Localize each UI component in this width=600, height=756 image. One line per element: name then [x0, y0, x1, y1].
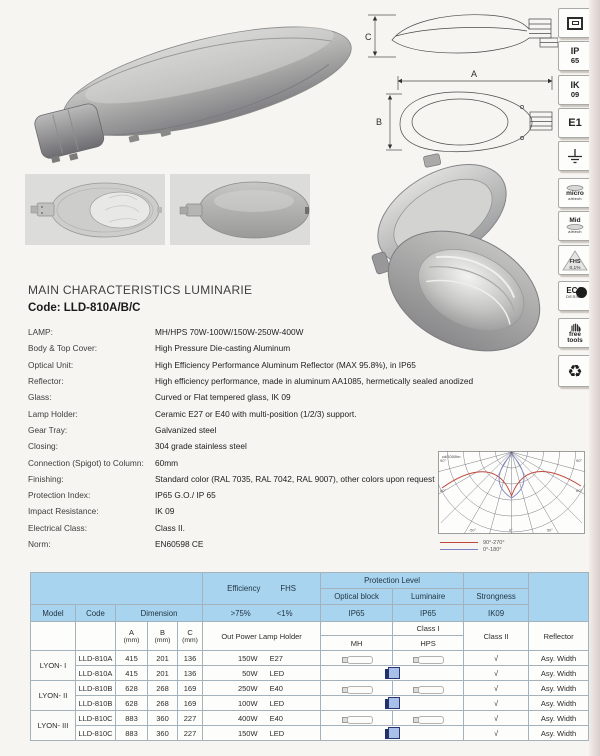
header-class-ii: Class II [464, 622, 529, 651]
spec-value: Galvanized steel [155, 424, 217, 435]
header-ip65-luminaire: IP65 [393, 605, 464, 622]
spec-value: IK 09 [155, 506, 175, 517]
header-ik09: IK09 [464, 605, 529, 622]
section-heading: MAIN CHARACTERISTICS LUMINARIE [28, 283, 253, 297]
table-row [31, 681, 589, 696]
cell-reflector: Asy. Width [529, 651, 589, 666]
red-line-icon [440, 542, 478, 544]
tube-lamp-icon [342, 685, 372, 692]
cell-dim-c: 136 [178, 651, 203, 666]
cell-dim-a: 883 [116, 726, 148, 741]
header-efficiency-fhs: Efficiency FHS [203, 573, 321, 605]
angle-label: 50° [547, 528, 553, 533]
cell-hps-lamp [393, 711, 464, 726]
spec-value: IP65 G.O./ IP 65 [155, 490, 216, 501]
unit-label: cd/1000lm [442, 454, 461, 459]
model-spacer-cell [31, 622, 76, 651]
spec-label: Finishing: [28, 473, 64, 484]
cell-dim-b: 268 [148, 696, 178, 711]
photometric-legend [440, 539, 505, 553]
cell-dim-b: 201 [148, 651, 178, 666]
spec-row [28, 357, 568, 373]
legend-item [440, 546, 505, 553]
cell-class-ii-check: √ [464, 711, 529, 726]
spec-row [28, 324, 568, 340]
cell-power-holder: 250W E40 [203, 681, 321, 696]
cell-power-holder: 50W LED [203, 666, 321, 681]
tube-lamp-icon [342, 715, 372, 722]
angle-label: 0° [509, 528, 513, 533]
spec-value: High Pressure Die-casting Aluminum [155, 343, 291, 354]
spec-value: 304 grade stainless steel [155, 441, 247, 452]
header-dim-b: B (mm) [148, 622, 178, 651]
fhs-icon [558, 245, 592, 275]
header-efficiency-values: >75% <1% [203, 605, 321, 622]
header-reflector-spacer [529, 573, 589, 622]
tube-lamp-icon [342, 655, 372, 662]
header-ip65-optical: IP65 [321, 605, 393, 622]
svg-text:0,1%: 0,1% [569, 265, 581, 271]
cell-class-ii-check: √ [464, 726, 529, 741]
header-mh: MH [321, 636, 393, 651]
cell-dim-a: 415 [116, 651, 148, 666]
cell-led-lamp [321, 666, 464, 681]
header-hps: HPS [393, 636, 464, 651]
angle-label: 60° [440, 488, 447, 493]
cell-dim-a: 628 [116, 696, 148, 711]
page-edge [589, 0, 600, 756]
spec-label: Connection (Spigot) to Column: [28, 457, 144, 468]
dimension-drawing [362, 4, 558, 160]
angle-label: 90° [440, 458, 447, 463]
cell-dim-c: 169 [178, 696, 203, 711]
spec-value: EN60598 CE [155, 539, 204, 549]
angle-label: 60° [576, 488, 583, 493]
cell-mh-lamp [321, 711, 393, 726]
e1-icon: E1 [558, 108, 592, 138]
led-lamp-icon [385, 697, 400, 709]
mid-airtech-icon: Mid airtech [558, 211, 592, 241]
ip65-icon: IP 65 [558, 41, 592, 71]
tube-lamp-icon [413, 655, 443, 662]
cell-power-holder: 150W LED [203, 726, 321, 741]
legend-item [440, 539, 505, 546]
header-protection-level: Protection Level [321, 573, 464, 589]
cell-reflector: Asy. Width [529, 711, 589, 726]
cell-model: LYON- II [31, 681, 76, 711]
cell-mh-lamp [321, 681, 393, 696]
fhs-triangle-icon [562, 249, 588, 272]
spec-label: Reflector: [28, 376, 64, 387]
header-code: Code [76, 605, 116, 622]
top-view-photo [25, 174, 165, 245]
spec-label: Electrical Class: [28, 522, 88, 533]
spec-label: Body & Top Cover: [28, 343, 98, 354]
cell-code: LLD-810A [76, 666, 116, 681]
cell-led-lamp [321, 696, 464, 711]
code-spacer-cell [76, 622, 116, 651]
tube-lamp-icon [413, 715, 443, 722]
spec-value: Class II. [155, 522, 185, 533]
spec-label: Impact Resistance: [28, 506, 99, 517]
led-lamp-icon [385, 667, 400, 679]
ground-symbol-icon [565, 148, 585, 164]
header-dim-c: C (mm) [178, 622, 203, 651]
closed-view-image [170, 174, 310, 245]
header-strongness-spacer [464, 573, 529, 589]
streetlight-image [8, 2, 360, 167]
product-photo [8, 2, 360, 167]
header-dim-a: A (mm) [116, 622, 148, 651]
cell-class-ii-check: √ [464, 681, 529, 696]
header-out-power: Out Power Lamp Holder [203, 622, 321, 651]
spec-row [28, 373, 568, 389]
class-ii-insulation-icon [558, 8, 592, 38]
header-model: Model [31, 605, 76, 622]
cell-code: LLD-810B [76, 696, 116, 711]
open-top-view-image [25, 174, 165, 245]
spec-label: Closing: [28, 441, 58, 452]
class-i-spacer-cell [321, 622, 393, 636]
ik09-icon: IK 09 [558, 75, 592, 105]
table-row [31, 696, 589, 711]
eco-design-icon: ECO DESIGN [558, 281, 592, 311]
product-code: Code: LLD-810A/B/C [28, 302, 141, 314]
tube-lamp-icon [413, 685, 443, 692]
cell-model: LYON- III [31, 711, 76, 741]
spec-value: Ceramic E27 or E40 with multi-position (1/2/3) support. [155, 408, 357, 419]
spec-label: Lamp Holder: [28, 408, 78, 419]
free-tools-icon: free tools [558, 318, 592, 348]
cell-dim-c: 169 [178, 681, 203, 696]
polar-curve-chart [437, 448, 587, 538]
cell-code: LLD-810C [76, 726, 116, 741]
dim-a-label: A [471, 69, 478, 79]
header-spacer [31, 573, 203, 605]
blue-line-icon [440, 549, 478, 551]
cell-reflector: Asy. Width [529, 726, 589, 741]
cell-power-holder: 150W E27 [203, 651, 321, 666]
cell-reflector: Asy. Width [529, 681, 589, 696]
angle-label: -50° [469, 528, 477, 533]
cell-led-lamp [321, 726, 464, 741]
micro-airtech-icon: micro airtech [558, 178, 592, 208]
dim-b-label: B [376, 117, 383, 127]
cell-mh-lamp [321, 651, 393, 666]
recycle-icon: ♻ [558, 355, 592, 387]
cell-dim-a: 415 [116, 666, 148, 681]
header-strongness: Strongness [464, 589, 529, 605]
legend-label: 90°-270° [483, 539, 505, 546]
cell-reflector: Asy. Width [529, 666, 589, 681]
photometric-diagram [437, 448, 587, 538]
table-row [31, 651, 589, 666]
spec-value: High Efficiency Performance Aluminum Reflector (MAX 95.8%), in IP65 [155, 359, 416, 370]
cell-dim-a: 628 [116, 681, 148, 696]
dimension-drawing-svg [362, 4, 558, 160]
cell-class-ii-check: √ [464, 696, 529, 711]
header-class-i: Class I [393, 622, 464, 636]
spec-label: Gear Tray: [28, 424, 68, 435]
cell-dim-a: 883 [116, 711, 148, 726]
hand-icon [570, 322, 581, 332]
earth-ground-icon [558, 141, 592, 171]
spec-row [28, 405, 568, 421]
header-dimension: Dimension [116, 605, 203, 622]
cell-hps-lamp [393, 651, 464, 666]
cell-class-ii-check: √ [464, 666, 529, 681]
cell-reflector: Asy. Width [529, 696, 589, 711]
spec-value: MH/HPS 70W-100W/150W-250W-400W [155, 327, 304, 338]
cell-code: LLD-810B [76, 681, 116, 696]
spec-row [28, 389, 568, 405]
spec-label: Glass: [28, 392, 52, 403]
cell-dim-b: 360 [148, 726, 178, 741]
spec-value: Standard color (RAL 7035, RAL 7042, RAL 9007), other colors upon request [155, 473, 435, 484]
angle-label: 90° [576, 458, 583, 463]
cell-class-ii-check: √ [464, 651, 529, 666]
svg-text:FHS: FHS [569, 258, 581, 265]
product-table [30, 572, 589, 741]
cell-dim-b: 360 [148, 711, 178, 726]
cell-power-holder: 400W E40 [203, 711, 321, 726]
table-row [31, 666, 589, 681]
spec-label: Optical Unit: [28, 359, 74, 370]
spec-row [28, 422, 568, 438]
led-lamp-icon [385, 727, 400, 739]
spec-value: High efficiency performance, made in aluminum AA1085, hermetically sealed anodized [155, 376, 474, 387]
spec-label: LAMP: [28, 327, 53, 338]
double-square-icon [567, 17, 583, 30]
spec-label: Norm: [28, 539, 51, 549]
spec-value: 60mm [155, 457, 179, 468]
cell-dim-c: 227 [178, 711, 203, 726]
spec-label: Protection Index: [28, 490, 91, 501]
cell-dim-c: 227 [178, 726, 203, 741]
cell-dim-b: 268 [148, 681, 178, 696]
spec-row [28, 340, 568, 356]
cell-dim-b: 201 [148, 666, 178, 681]
header-optical-block: Optical block [321, 589, 393, 605]
cell-code: LLD-810C [76, 711, 116, 726]
table-row [31, 726, 589, 741]
table-row [31, 711, 589, 726]
bottom-view-photo [170, 174, 310, 245]
dim-c-label: C [365, 32, 372, 42]
cell-hps-lamp [393, 681, 464, 696]
cell-model: LYON- I [31, 651, 76, 681]
header-luminaire: Luminaire [393, 589, 464, 605]
header-reflector: Reflector [529, 622, 589, 651]
cell-code: LLD-810A [76, 651, 116, 666]
cell-dim-c: 136 [178, 666, 203, 681]
legend-label: 0°-180° [483, 546, 502, 553]
spec-value: Curved or Flat tempered glass, IK 09 [155, 392, 291, 403]
cell-power-holder: 100W LED [203, 696, 321, 711]
